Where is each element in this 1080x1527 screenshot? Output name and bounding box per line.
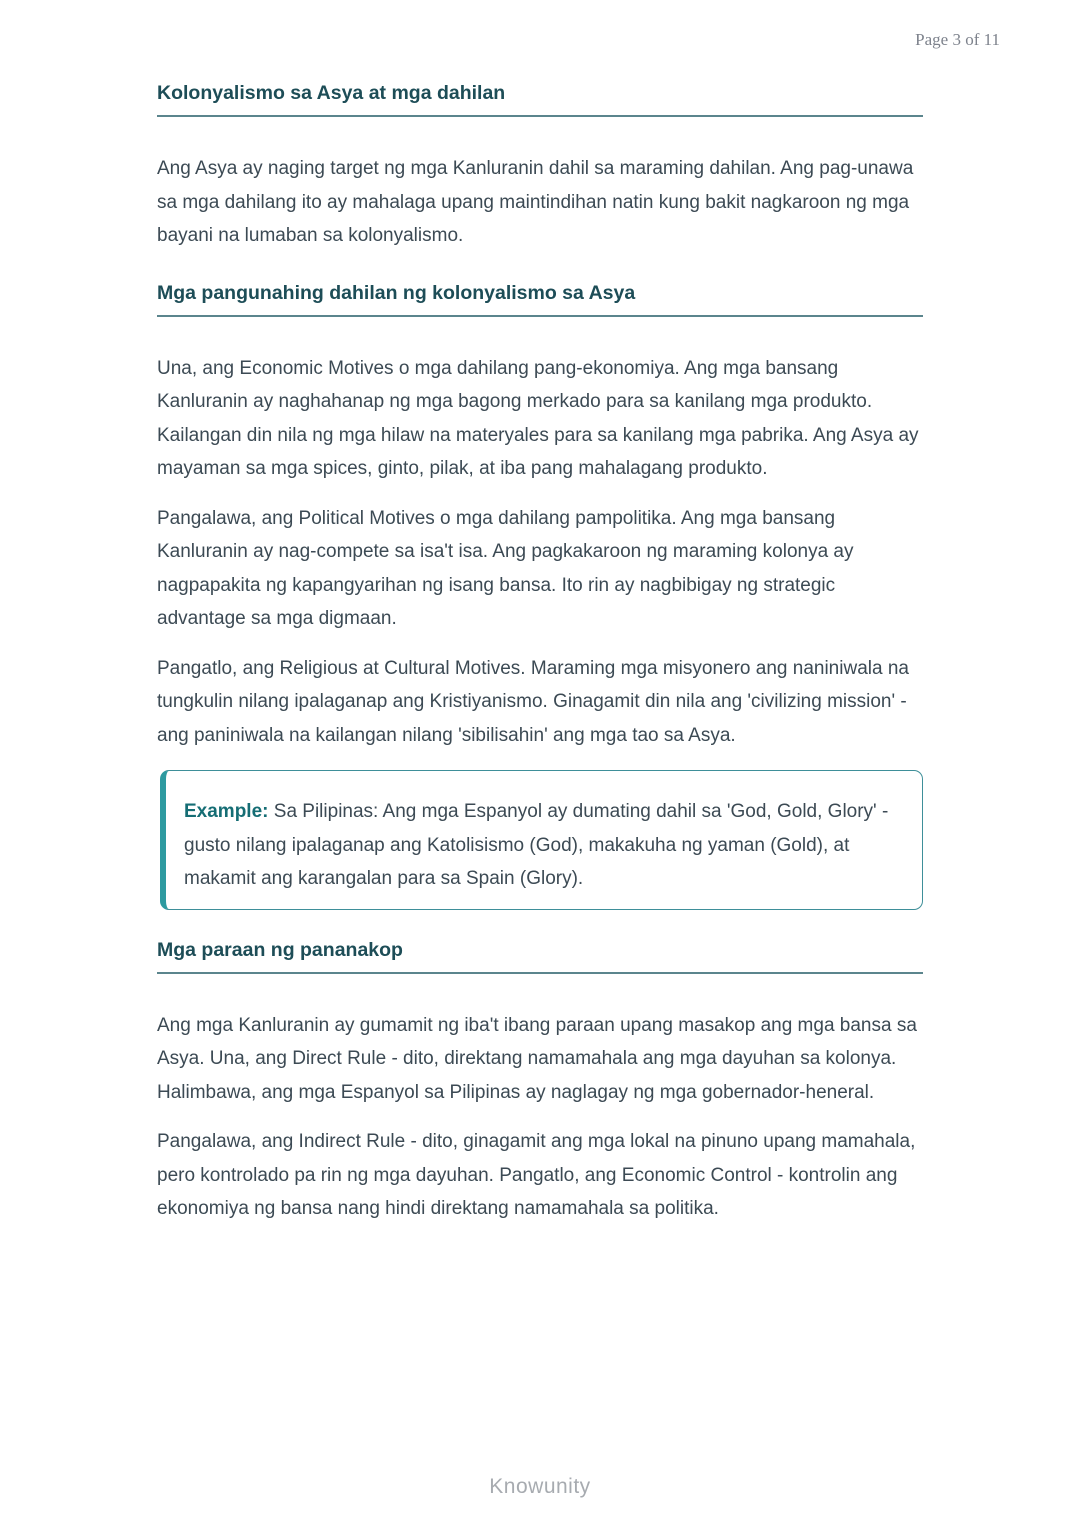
section-heading-pangunahing-dahilan: Mga pangunahing dahilan ng kolonyalismo sa Asya — [157, 282, 923, 317]
paragraph: Ang Asya ay naging target ng mga Kanluranin dahil sa maraming dahilan. Ang pag-unawa sa mga dahilang ito ay mahalaga upang maintindihan natin kung bakit nagkaroon ng mga bayani na lumaban sa kolonyalismo. — [157, 158, 914, 246]
section-paraan-ng-pananakop — [157, 939, 923, 1226]
example-body: Sa Pilipinas: Ang mga Espanyol ay dumating dahil sa 'God, Gold, Glory' - gusto nilang ipalaganap ang Katolisismo (God), makakuha ng yaman (Gold), at makamit ang karangalan para sa Spain (Glory). — [184, 801, 889, 889]
footer-brand: Knowunity — [489, 1475, 591, 1498]
section-heading-kolonyalismo: Kolonyalismo sa Asya at mga dahilan — [157, 82, 923, 117]
section-heading-paraan-ng-pananakop: Mga paraan ng pananakop — [157, 939, 923, 974]
example-box — [160, 770, 923, 910]
section-pangunahing-dahilan — [157, 282, 923, 910]
paragraph: Pangatlo, ang Religious at Cultural Motives. Maraming mga misyonero ang naniniwala na tungkulin nilang ipalaganap ang Kristiyanismo. Ginagamit din nila ang 'civilizing mission' - ang paniniwala na kailangan nilang 'sibilisahin' ang mga tao sa Asya. — [157, 657, 909, 746]
paragraph: Pangalawa, ang Indirect Rule - dito, ginagamit ang mga lokal na pinuno upang mamahala, pero kontrolado pa rin ng mga dayuhan. Pangatlo, ang Economic Control - kontrolin ang ekonomiya ng bansa nang hindi direktang namamahala sa politika. — [157, 1131, 916, 1219]
section-kolonyalismo-sa-asya — [157, 82, 923, 253]
paragraph: Pangalawa, ang Political Motives o mga dahilang pampolitika. Ang mga bansang Kanluranin ay nag-compete sa isa't isa. Ang pagkakaroon ng maraming kolonya ay nagpapakita ng kapangyarihan ng isang bansa. Ito rin ay nagbibigay ng strategic advantage sa mga digmaan. — [157, 507, 854, 629]
paragraph: Ang mga Kanluranin ay gumamit ng iba't ibang paraan upang masakop ang mga bansa sa Asya. Una, ang Direct Rule - dito, direktang namamahala ang mga dayuhan sa kolonya. Halimbawa, ang mga Espanyol sa Pilipinas ay naglagay ng mga gobernador-heneral. — [157, 1014, 917, 1103]
page-number: Page 3 of 11 — [915, 30, 1000, 49]
example-text — [184, 795, 896, 896]
paragraph: Una, ang Economic Motives o mga dahilang pang-ekonomiya. Ang mga bansang Kanluranin ay naghahanap ng mga bagong merkado para sa kanilang mga produkto. Kailangan din nila ng mga hilaw na materyales para sa kanilang mga pabrika. Ang Asya ay mayaman sa mga spices, ginto, pilak, at iba pang mahalagang produkto. — [157, 357, 919, 479]
example-label: Example: — [184, 801, 269, 822]
